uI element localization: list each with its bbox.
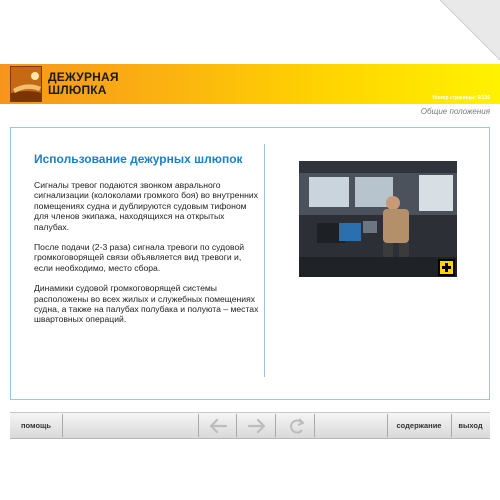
toolbar-separator <box>236 414 237 437</box>
page-corner-fold <box>0 0 500 70</box>
toolbar-separator <box>198 414 199 437</box>
toolbar-separator <box>314 414 315 437</box>
brand-title <box>48 71 119 97</box>
paragraph: Динамики судовой громкоговорящей системы расположены во всех жилых и служебных помещениях судна, а также на палубах полубака и полуюта – местах швартовных операций. <box>34 283 259 325</box>
help-button[interactable]: помощь <box>21 421 51 430</box>
page-title: Использование дежурных шлюпок <box>34 152 243 166</box>
paragraph: Сигналы тревог подаются звонком аврального сигнализации (колоколами громкого боя) во внутренних помещениях судна и дублируются судовым тифоном для членов экипажа, находящихся на открытых палубах. <box>34 180 259 232</box>
zoom-plus-icon[interactable] <box>438 259 455 276</box>
arrow-right-icon[interactable] <box>247 416 269 436</box>
brand-title-line2: ШЛЮПКА <box>48 83 107 97</box>
contents-button[interactable]: содержание <box>396 421 442 430</box>
brand-title-line1: ДЕЖУРНАЯ <box>48 70 119 84</box>
reload-icon[interactable] <box>286 416 308 436</box>
page-counter: Номер страницы: 6/136 <box>432 95 490 101</box>
body-text <box>34 180 260 335</box>
paragraph: После подачи (2-3 раза) сигнала тревоги по судовой громкоговорящей связи объявляется вид тревоги и, если необходимо, место сбора. <box>34 242 245 273</box>
exit-button[interactable]: выход <box>458 421 483 430</box>
column-divider <box>264 144 265 377</box>
arrow-left-icon[interactable] <box>206 416 228 436</box>
logo-image <box>10 66 42 102</box>
toolbar-separator <box>275 414 276 437</box>
bridge-photo[interactable] <box>299 161 457 277</box>
section-label: Общие положения <box>420 107 490 116</box>
toolbar-separator <box>62 414 63 437</box>
